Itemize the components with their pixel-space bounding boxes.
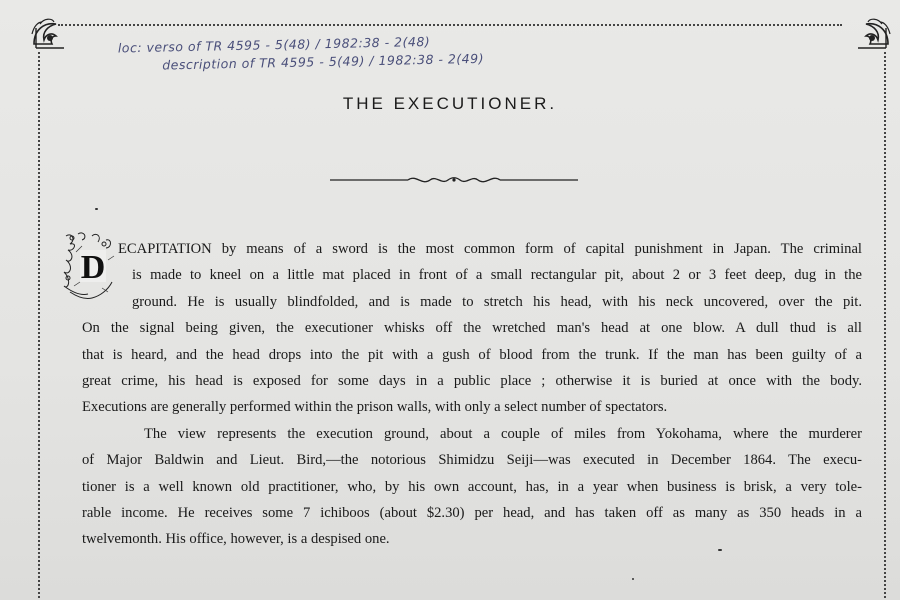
text-line: On the signal being given, the executioner whisks off the wretched man's head at one blow. A dull thud is all <box>82 320 862 337</box>
text-line: is made to kneel on a little mat placed in front of a small rectangular pit, about 2 or 3 feet deep, dug in the <box>132 267 862 284</box>
text-line: rable income. He receives some 7 ichiboos (about $2.30) per head, and has taken off as many as 350 heads in a <box>82 505 862 522</box>
ink-speck <box>632 578 634 580</box>
text-line: twelvemonth. His office, however, is a despised one. <box>82 531 390 548</box>
text-line: of Major Baldwin and Lieut. Bird,—the notorious Shimidzu Seiji—was executed in December 1864. The execu- <box>82 452 862 469</box>
text-line: that is heard, and the head drops into the pit with a gush of blood from the trunk. If the man has been guilty of a <box>82 346 862 363</box>
ink-speck <box>95 208 98 210</box>
handwritten-catalog-note <box>118 29 639 76</box>
text-line: Executions are generally performed within the prison walls, with only a select number of spectators. <box>82 399 668 416</box>
text-line: tioner is a well known old practitioner, who, by his own account, has, in a year when business is brisk, a very tole- <box>82 478 862 495</box>
text-line: great crime, his head is exposed for some days in a public place ; otherwise it is buried at once with the body. <box>82 373 862 390</box>
handwritten-note-line: description of TR 4595 - 5(49) / 1982:38 - 2(49) <box>162 50 485 73</box>
paragraph-2 <box>82 421 862 553</box>
paragraph-1 <box>82 236 862 421</box>
dotted-border-left <box>38 52 40 600</box>
text-line: The view represents the execution ground, about a couple of miles from Yokohama, where the murderer <box>144 425 862 442</box>
ornamental-rule <box>330 172 578 188</box>
drop-cap-letter: D <box>80 249 106 286</box>
dotted-border-top <box>58 24 842 26</box>
corner-ornament-right-icon <box>852 14 892 54</box>
handwritten-note-line: loc: verso of TR 4595 - 5(48) / 1982:38 - 2(48) <box>117 33 431 56</box>
page-title: THE EXECUTIONER. <box>342 94 558 113</box>
ink-speck <box>718 549 722 551</box>
text-line: ECAPITATION by means of a sword is the most common form of capital punishment in Japan. The criminal <box>118 241 862 257</box>
text-line: ground. He is usually blindfolded, and is made to stretch his head, with his neck uncovered, over the pit. <box>132 293 862 310</box>
corner-ornament-left-icon <box>30 14 70 54</box>
article-body <box>82 236 862 553</box>
dotted-border-right <box>884 52 886 600</box>
